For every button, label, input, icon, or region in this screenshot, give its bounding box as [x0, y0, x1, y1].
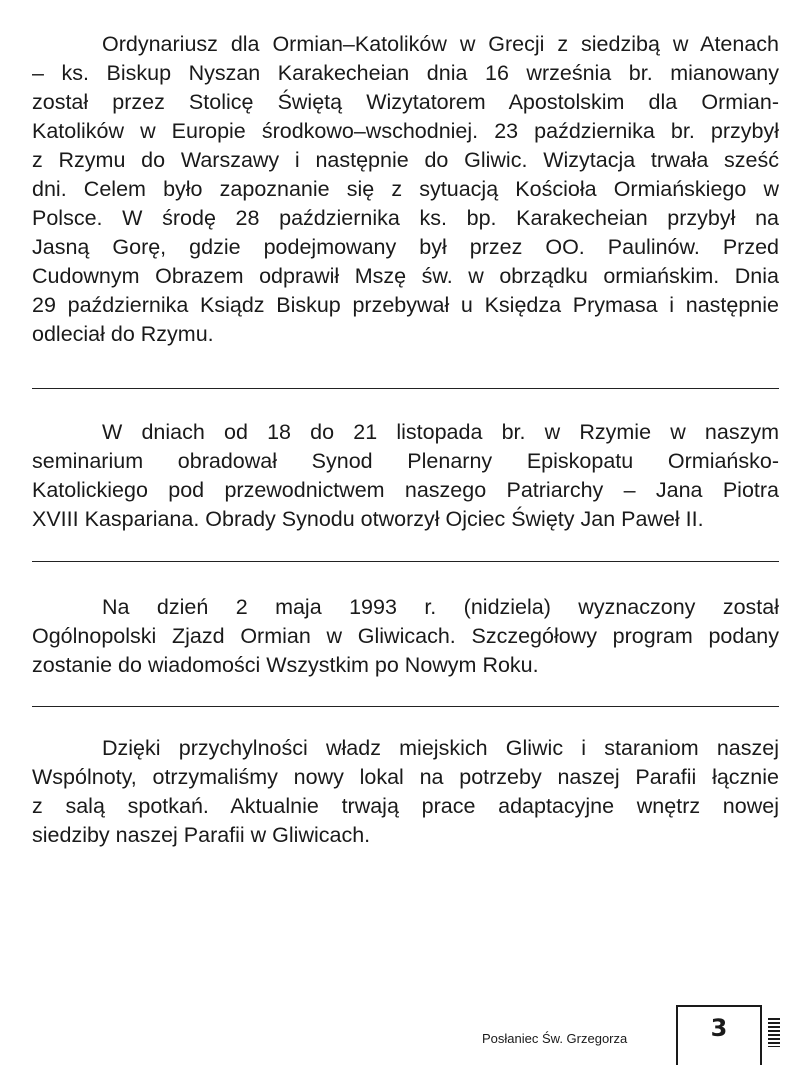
paragraph-line: Polsce. W środę 28 października ks. bp. Karakecheian przybył na — [32, 206, 779, 230]
publication-name: Posłaniec Św. Grzegorza — [482, 1031, 628, 1046]
paragraph-line: z salą spotkań. Aktualnie trwają prace adaptacyjne wnętrz nowej — [32, 794, 779, 818]
page-number: 3 — [710, 1014, 728, 1042]
paragraph-line: odleciał do Rzymu. — [32, 322, 214, 346]
paragraph-line: – ks. Biskup Nyszan Karakecheian dnia 16 września br. mianowany — [32, 61, 779, 85]
paragraph-line: Jasną Gorę, gdzie podejmowany był przez OO. Paulinów. Przed — [32, 235, 779, 259]
paragraph-line: zostanie do wiadomości Wszystkim po Nowym Roku. — [32, 653, 539, 677]
article-new-premises — [32, 734, 779, 850]
section-divider — [32, 561, 779, 562]
paragraph-line: Ogólnopolski Zjazd Ormian w Gliwicach. Szczegółowy program podany — [32, 624, 779, 648]
page-number-box — [676, 1005, 762, 1065]
paragraph-line: Ordynariusz dla Ormian–Katolików w Grecji z siedzibą w Atenach — [102, 32, 779, 56]
paragraph-line: dni. Celem było zapoznanie się z sytuacją Kościoła Ormiańskiego w — [32, 177, 779, 201]
binding-edge — [768, 1018, 780, 1047]
paragraph-line: Katolickiego pod przewodnictwem naszego Patriarchy – Jana Piotra — [32, 478, 779, 502]
paragraph-line: z Rzymu do Warszawy i następnie do Gliwic. Wizytacja trwała sześć — [32, 148, 779, 172]
paragraph-line: siedziby naszej Parafii w Gliwicach. — [32, 823, 371, 847]
article-synod — [32, 418, 779, 534]
paragraph-line: Dzięki przychylności władz miejskich Gliwic i staraniom naszej — [102, 736, 779, 760]
section-divider — [32, 388, 779, 389]
paragraph-line: seminarium obradował Synod Plenarny Episkopatu Ormiańsko- — [32, 449, 779, 473]
paragraph-line: został przez Stolicę Świętą Wizytatorem Apostolskim dla Ormian- — [32, 90, 779, 114]
paragraph-line: Cudownym Obrazem odprawił Mszę św. w obrządku ormiańskim. Dnia — [32, 264, 779, 288]
section-divider — [32, 706, 779, 707]
paragraph-line: 29 października Ksiądz Biskup przebywał u Księdza Prymasa i następnie — [32, 293, 779, 317]
article-congress — [32, 593, 779, 680]
paragraph-line: Na dzień 2 maja 1993 r. (nidziela) wyznaczony został — [102, 595, 779, 619]
paragraph-line: XVIII Kaspariana. Obrady Synodu otworzył Ojciec Święty Jan Paweł II. — [32, 507, 704, 531]
paragraph-line: Wspólnoty, otrzymaliśmy nowy lokal na potrzeby naszej Parafii łącznie — [32, 765, 779, 789]
paragraph-line: Katolików w Europie środkowo–wschodniej. 23 października br. przybył — [32, 119, 779, 143]
paragraph-line: W dniach od 18 do 21 listopada br. w Rzymie w naszym — [102, 420, 779, 444]
article-bishop-visit — [32, 30, 779, 349]
